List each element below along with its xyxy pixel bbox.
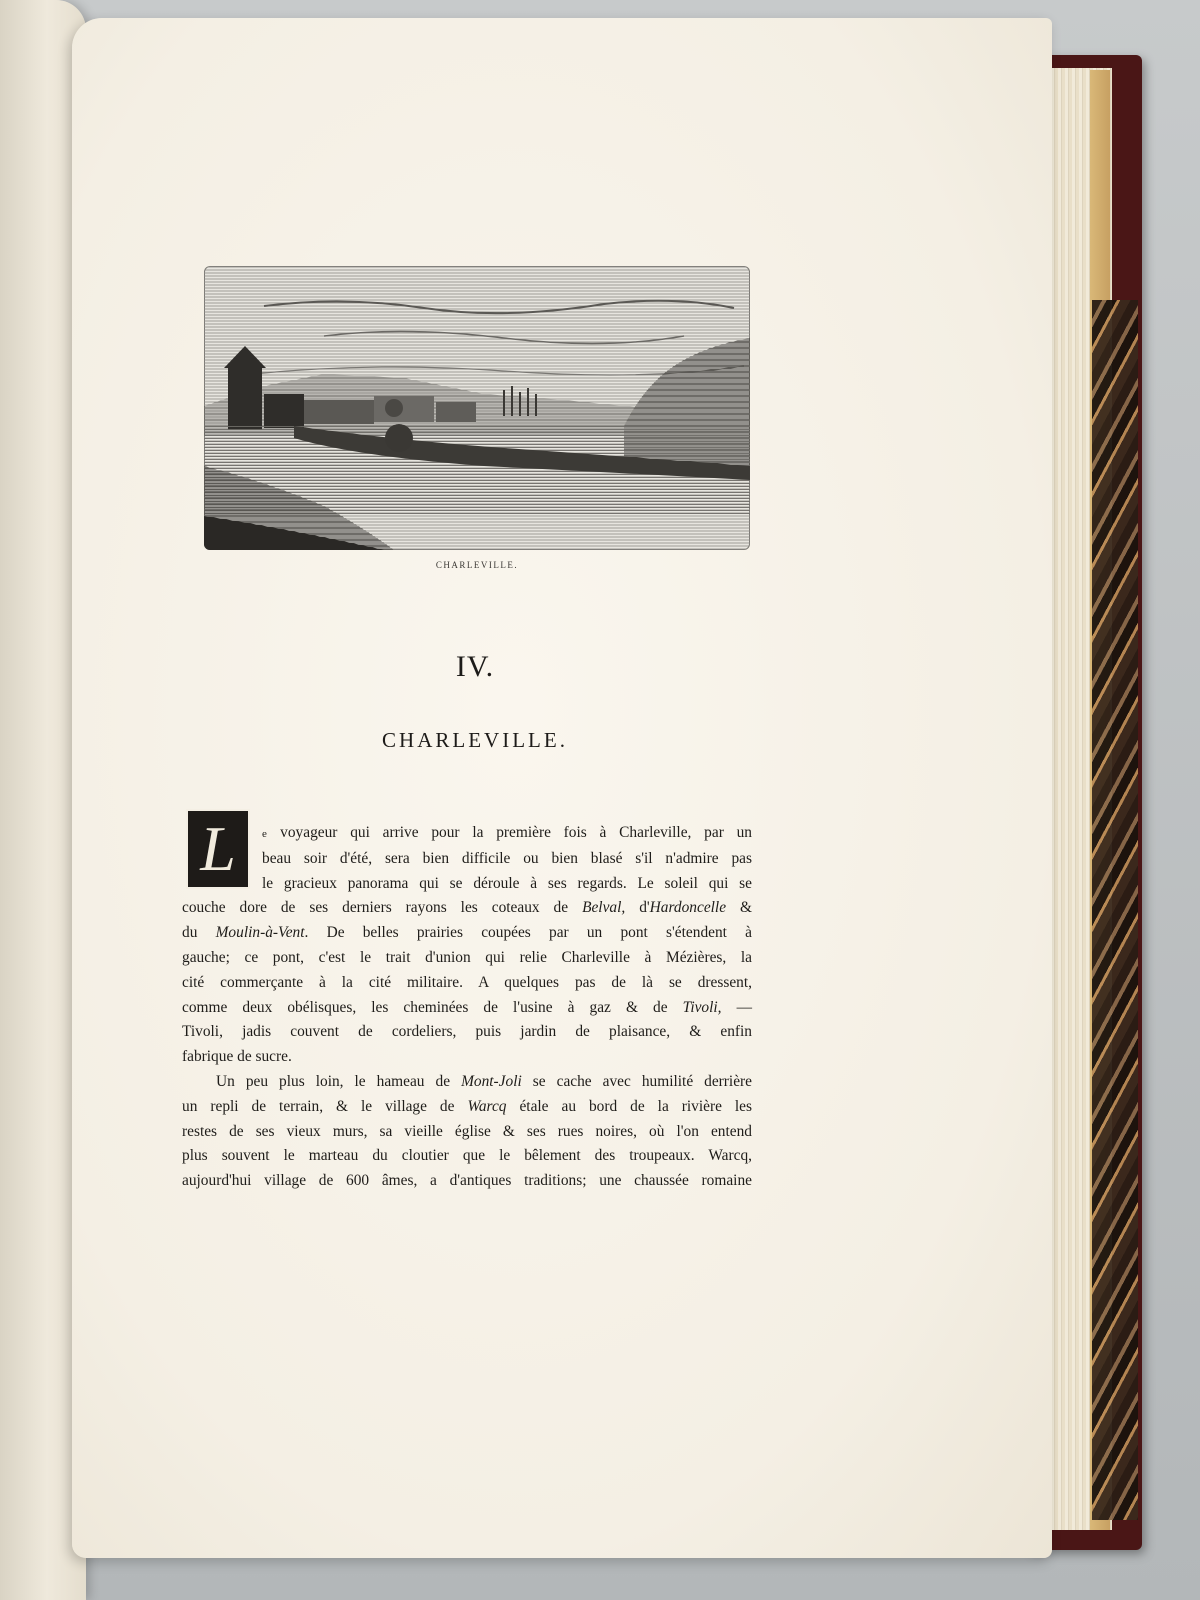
p1-text: & xyxy=(726,899,752,917)
p1-text: e xyxy=(262,828,268,840)
chapter-title: CHARLEVILLE. xyxy=(382,728,568,752)
right-page xyxy=(72,18,1052,1558)
p2-text: étale au bord de la rivière les xyxy=(506,1097,752,1115)
p1-line xyxy=(182,821,752,847)
p1-text: d' xyxy=(625,899,650,917)
paragraph-1 xyxy=(182,821,752,1070)
p1-line xyxy=(182,971,752,996)
p2-line xyxy=(182,1120,752,1145)
p2-text: Mont-Joli xyxy=(461,1072,522,1090)
p2-text: Warcq xyxy=(467,1097,507,1115)
p1-text: — xyxy=(721,998,752,1016)
p1-text: comme deux obélisques, les cheminées de l'usine à gaz & de xyxy=(182,998,683,1016)
p1-text: cité commerçante à la cité militaire. A quelques pas de là se dressent, xyxy=(182,973,752,991)
p2-line xyxy=(182,1144,752,1169)
p1-text: gauche; ce pont, c'est le trait d'union qui relie Charleville à Mézières, la xyxy=(182,948,752,966)
p2-text: un repli de terrain, & le village de xyxy=(182,1097,468,1115)
p1-text: Tivoli, xyxy=(682,998,722,1016)
paragraph-2 xyxy=(182,1070,752,1194)
p1-text: du xyxy=(182,924,216,942)
p2-text: Un peu plus loin, le hameau de xyxy=(216,1072,462,1090)
p1-line xyxy=(182,921,752,946)
p1-text: fabrique de sucre. xyxy=(182,1048,292,1066)
p2-line xyxy=(182,1070,752,1095)
p1-text: . De belles prairies coupées par un pont s'étendent à xyxy=(304,924,752,942)
p1-text: le gracieux panorama qui se déroule à ses regards. Le soleil qui se xyxy=(262,874,752,892)
p1-line xyxy=(182,996,752,1021)
p2-line xyxy=(182,1169,752,1194)
engraving-landscape xyxy=(204,266,750,550)
dropcap-letter: L xyxy=(200,813,236,884)
p1-line xyxy=(182,1045,752,1070)
engraving-illustration xyxy=(204,266,750,550)
p2-text: aujourd'hui village de 600 âmes, a d'antiques traditions; une chaussée romaine xyxy=(182,1172,752,1190)
p1-line xyxy=(182,872,752,897)
p2-line xyxy=(182,1095,752,1120)
p1-text: Moulin-à-Vent xyxy=(215,924,305,942)
p1-text: beau soir d'été, sera bien difficile ou bien blasé s'il n'admire pas xyxy=(262,849,752,867)
p1-line xyxy=(182,896,752,921)
illustration-caption: CHARLEVILLE. xyxy=(435,560,519,570)
p1-text: Tivoli, jadis couvent de cordeliers, puis jardin de plaisance, & enfin xyxy=(182,1023,752,1041)
p2-text: plus souvent le marteau du cloutier que le bêlement des troupeaux. Warcq, xyxy=(182,1147,752,1165)
marbled-board xyxy=(1092,300,1138,1520)
p1-text: Hardoncelle xyxy=(649,899,727,917)
p1-text: Belval, xyxy=(582,899,626,917)
p1-line xyxy=(182,847,752,872)
body-text xyxy=(182,821,752,1194)
p2-text: se cache avec humilité derrière xyxy=(521,1072,752,1090)
p2-text: restes de ses vieux murs, sa vieille église & ses rues noires, où l'on entend xyxy=(182,1122,752,1140)
chapter-number: IV. xyxy=(455,650,495,683)
p1-line xyxy=(182,1020,752,1045)
p1-line xyxy=(182,946,752,971)
p1-text: voyageur qui arrive pour la première fois à Charleville, par un xyxy=(267,824,752,841)
p1-text: couche dore de ses derniers rayons les coteaux de xyxy=(182,899,583,917)
